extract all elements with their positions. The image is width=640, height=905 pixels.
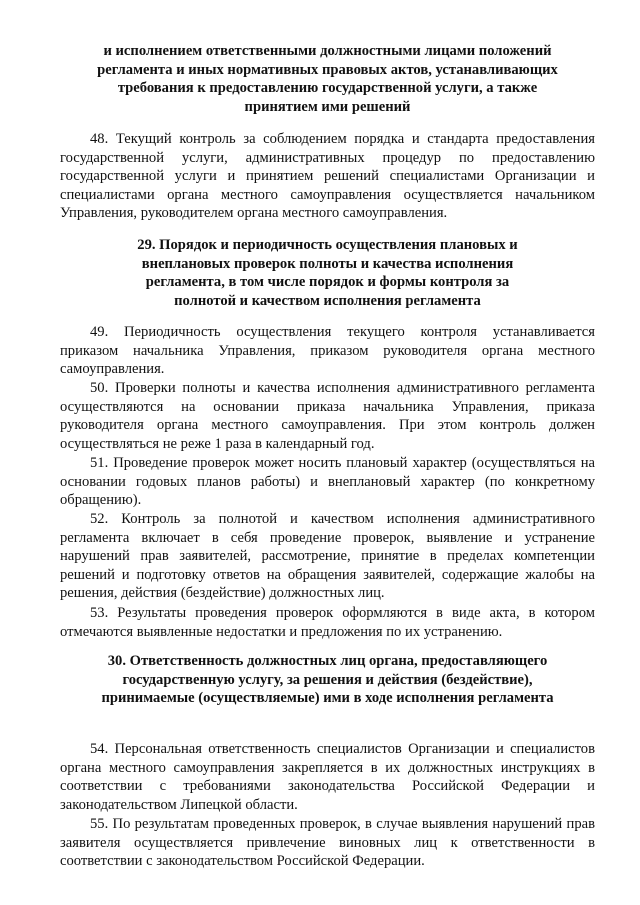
paragraph-49: 49. Периодичность осуществления текущего контроля устанавливается приказом начальника Управления, приказом руководителя органа местного самоуправления. xyxy=(60,324,595,378)
paragraph-55: 55. По результатам проведенных проверок, в случае выявления нарушений прав заявителя осуществляется привлечение виновных лиц к ответственности в соответствии с законодательством Российской Федерации. xyxy=(60,816,595,870)
paragraph-48: 48. Текущий контроль за соблюдением порядка и стандарта предоставления государственной услуги, административных процедур по предоставлению государственной услуги и принятием решений специалистами Организации и специалистами органа местного самоуправления осуществляется начальником Управления, руководителем органа местного самоуправления. xyxy=(60,131,595,222)
paragraph-52: 52. Контроль за полнотой и качеством исполнения административного регламента включает в себя проведение проверок, выявление и устранение нарушений прав заявителей, рассмотрение, принятие в пределах компетенции решений и подготовку ответов на обращения заявителей, содержащие жалобы на решения, действия (бездействие) должностных лиц. xyxy=(60,511,595,602)
paragraph-54: 54. Персональная ответственность специалистов Организации и специалистов органа местного самоуправления закрепляется в их должностных инструкциях в соответствии с требованиями законодательства Российской Федерации и законодательством Липецкой области. xyxy=(60,741,595,813)
paragraph-53: 53. Результаты проведения проверок оформляются в виде акта, в котором отмечаются выявленные недостатки и предложения по их устранению. xyxy=(60,605,595,640)
section-heading-30: 30. Ответственность должностных лиц органа, предоставляющего государственную услугу, за решения и действия (бездействие), принимаемые (осуществляемые) ими в ходе исполнения регламента xyxy=(101,653,554,707)
paragraph-51: 51. Проведение проверок может носить плановый характер (осуществляться на основании годовых планов работы) и внеплановый характер (по конкретному обращению). xyxy=(60,455,595,509)
paragraph-50: 50. Проверки полноты и качества исполнения административного регламента осуществляются на основании приказа начальника Управления, приказа руководителя органа местного самоуправления. При этом контроль должен осуществляться не реже 1 раза в календарный год. xyxy=(60,380,595,452)
section-heading-29: 29. Порядок и периодичность осуществления плановых и внеплановых проверок полноты и качества исполнения регламента, в том числе порядок и формы контроля за полнотой и качеством исполнения регламента xyxy=(137,237,518,309)
section-heading-continued: и исполнением ответственными должностными лицами положений регламента и иных нормативных правовых актов, устанавливающих требования к предоставлению государственной услуги, а также принятием ими решений xyxy=(97,43,558,115)
